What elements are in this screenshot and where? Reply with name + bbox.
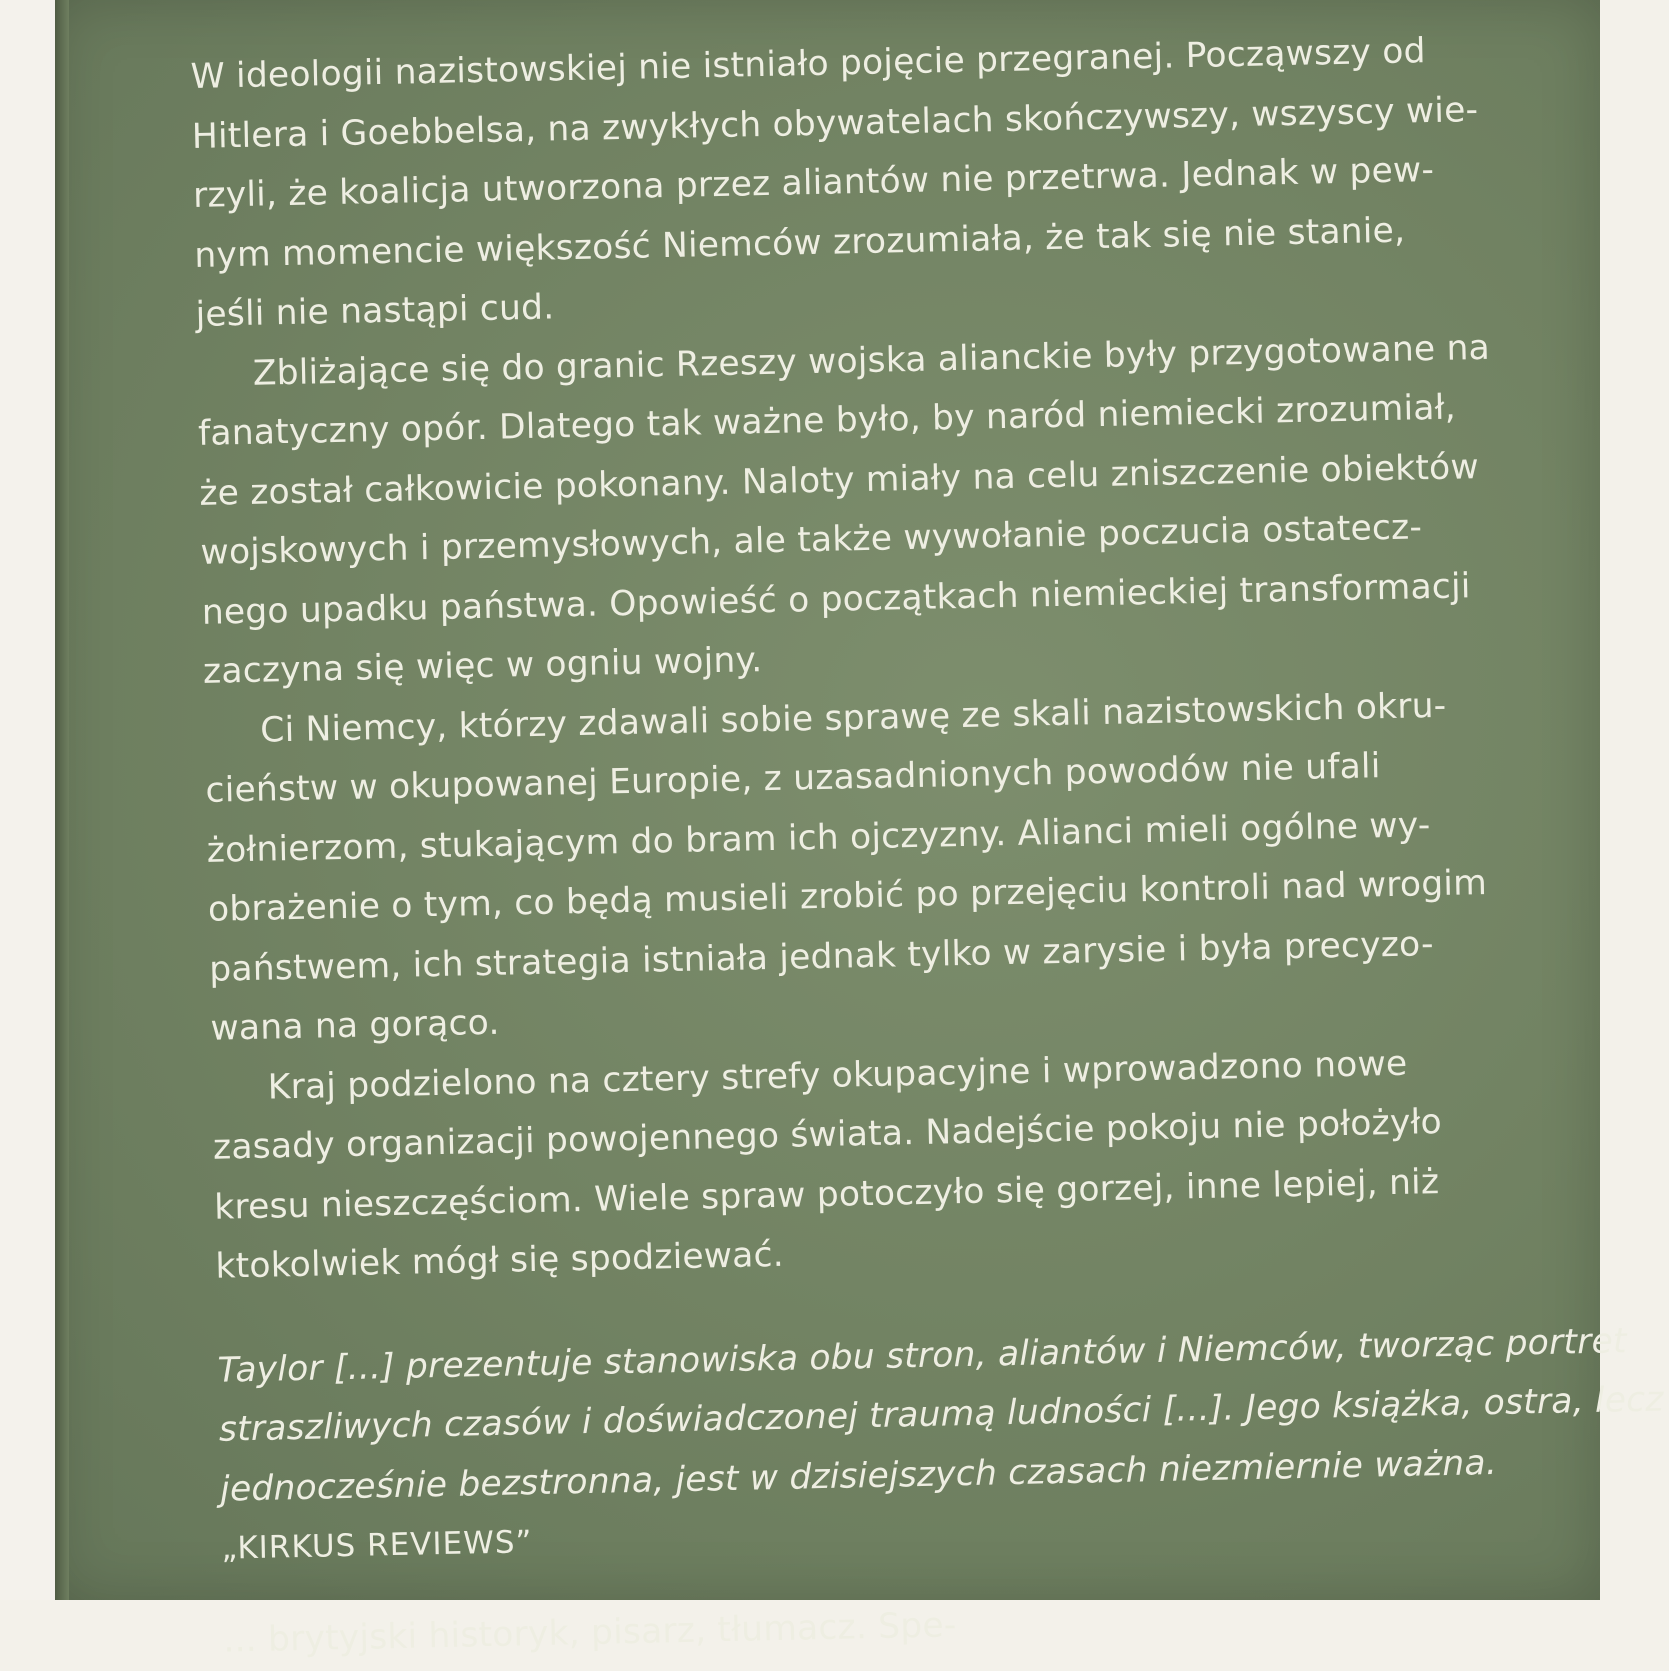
- text-line: Kraj podzielono na cztery strefy okupacyjne i wprowadzono nowe: [267, 1043, 1408, 1108]
- text-line: Hitlera i Goebbelsa, na zwykłych obywatelach skończywszy, wszyscy wie-: [191, 89, 1479, 157]
- text-line: cieństw w okupowanej Europie, z uzasadnionych powodów nie ufali: [205, 746, 1381, 811]
- text-line: wojskowych i przemysłowych, ale także wywołanie poczucia ostatecz-: [200, 507, 1423, 573]
- text-line: zaczyna się więc w ogniu wojny.: [202, 640, 763, 692]
- book-cover-edge: [55, 0, 69, 1600]
- text-line: kresu nieszczęściom. Wiele spraw potoczyło się gorzej, inne lepiej, niż: [213, 1161, 1440, 1228]
- text-line: zasady organizacji powojennego świata. Nadejście pokoju nie położyło: [212, 1102, 1443, 1168]
- paragraph-4: [211, 1032, 1516, 1297]
- quote-source: „KIRKUS REVIEWS”: [221, 1524, 533, 1567]
- text-line: Ci Niemcy, którzy zdawali sobie sprawę ze skali nazistowskich okru-: [259, 685, 1447, 751]
- text-line: Zbliżające się do granic Rzeszy wojska alianckie były przygotowane na: [252, 327, 1491, 394]
- quote-line: jednocześnie bezstronna, jest w dzisiejszych czasach niezmiernie ważna.: [219, 1442, 1498, 1510]
- text-line: W ideologii nazistowskiej nie istniało pojęcie przegranej. Począwszy od: [190, 31, 1427, 97]
- paragraph-2: [196, 318, 1503, 702]
- paragraph-3: [204, 675, 1511, 1059]
- bio-line: ... brytyjski historyk, pisarz, tłumacz. Spe-: [222, 1604, 957, 1661]
- quote-line: straszliwych czasów i doświadczonej traumą ludności [...]. Jego książka, ostra, lecz: [218, 1379, 1665, 1450]
- quote-line: Taylor [...] prezentuje stanowiska obu stron, aliantów i Niemców, tworząc portret: [217, 1320, 1628, 1391]
- review-quote: [217, 1314, 1665, 1579]
- text-line: obrażenie o tym, co będą musieli zrobić po przejęciu kontroli nad wrogim: [207, 863, 1488, 930]
- text-line: nego upadku państwa. Opowieść o początkach niemieckiej transformacji: [201, 565, 1471, 633]
- text-line: że został całkowicie pokonany. Naloty miały na celu zniszczenie obiektów: [198, 446, 1480, 514]
- text-line: żołnierzom, stukającym do bram ich ojczyzny. Alianci mieli ogólne wy-: [206, 804, 1431, 871]
- text-line: ktokolwiek mógł się spodziewać.: [215, 1234, 785, 1287]
- text-line: rzyli, że koalicja utworzona przez aliantów nie przetrwa. Jednak w pew-: [192, 149, 1435, 216]
- text-line: nym momencie większość Niemców zrozumiała, że tak się nie stanie,: [193, 210, 1406, 276]
- text-line: jeśli nie nastąpi cud.: [195, 287, 555, 335]
- text-line: wana na gorąco.: [210, 1002, 500, 1049]
- cover-text-block: [190, 21, 1665, 1661]
- paragraph-1: [190, 21, 1496, 346]
- text-line: państwem, ich strategia istniała jednak tylko w zarysie i była precyzo-: [208, 923, 1435, 990]
- text-line: fanatyczny opór. Dlatego tak ważne było, by naród niemiecki zrozumiał,: [197, 387, 1457, 454]
